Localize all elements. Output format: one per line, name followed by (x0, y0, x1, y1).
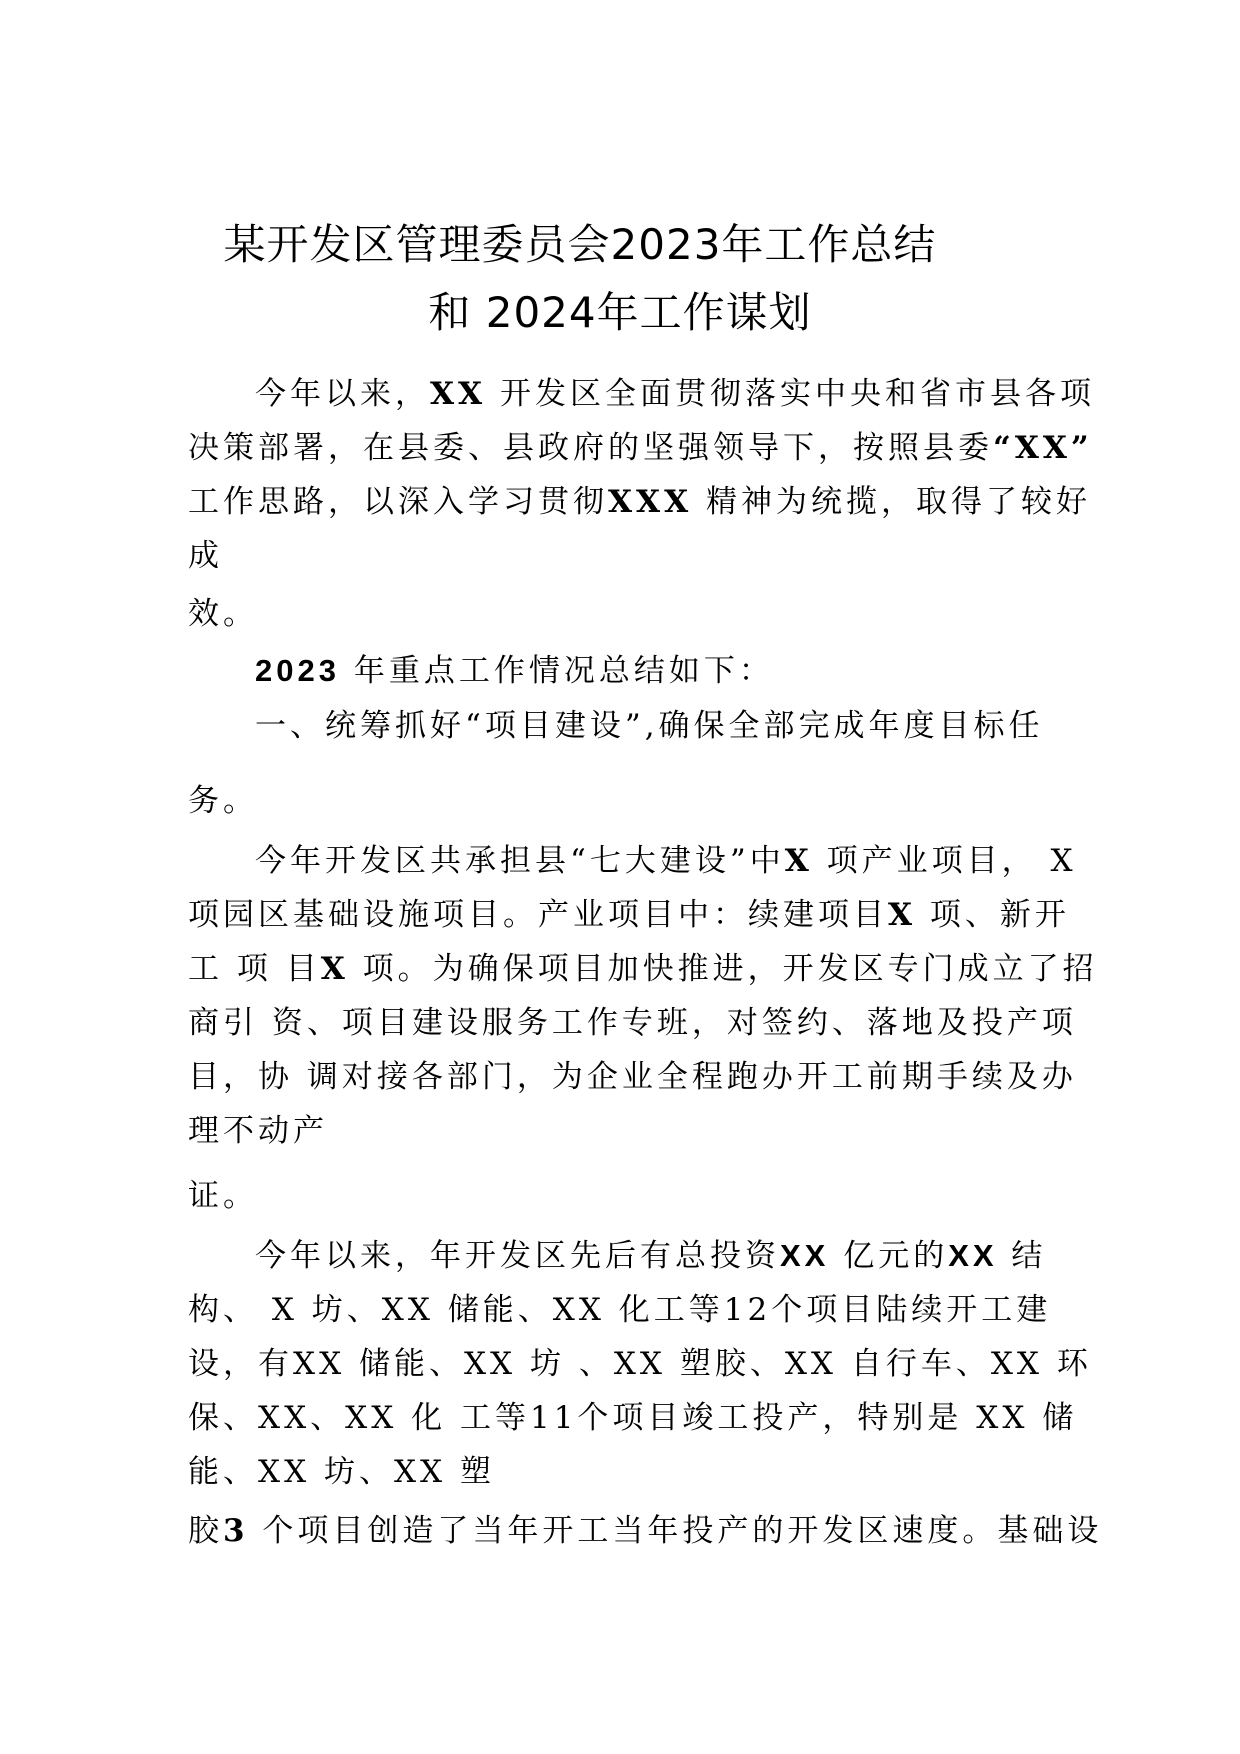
placeholder-bold: X (784, 843, 813, 879)
text-run: 决策部署，在县委、县政府的坚强领导下，按照县委 (188, 430, 993, 466)
section-1-heading: 一、统筹抓好“项目建设”,确保全部完成年度目标任 (255, 708, 1044, 744)
summary-year: 2023 (255, 653, 340, 688)
para1-line-4: 成 (188, 538, 223, 574)
para3-line-3: 设，有XX 储能、XX 坊 、XX 塑胶、XX 自行车、XX 环 (188, 1346, 1092, 1382)
summary-heading (255, 645, 774, 690)
para3-line-1 (255, 1230, 1046, 1275)
text-run: 胶 (188, 1513, 223, 1549)
text-run: 项、新开 (916, 897, 1070, 933)
para3-line-6 (188, 1505, 1102, 1550)
text-run: 工作思路，以深入学习贯彻 (188, 484, 608, 520)
placeholder-bold: XX (430, 376, 487, 412)
text-run: 亿元的 (829, 1238, 949, 1274)
text-run: 精神为统揽，取得了较好 (692, 484, 1092, 520)
para1-line-1 (255, 368, 1095, 413)
text-run: 今年开发区共承担县“七大建设”中 (255, 843, 785, 879)
summary-text: 年重点工作情况总结如下： (339, 653, 774, 689)
para2-line-3 (188, 943, 1098, 988)
text-run: 项产业项目， X (812, 843, 1077, 879)
text-run: 项园区基础设施项目。产业项目中：续建项目 (188, 897, 888, 933)
para2-line-7: 证。 (188, 1178, 258, 1214)
para1-line-3 (188, 476, 1091, 521)
text-run: 今年以来，年开发区先后有总投资 (255, 1238, 780, 1274)
placeholder-bold: X (320, 951, 349, 987)
para2-line-6: 理不动产 (188, 1113, 328, 1149)
para2-line-5: 目，协 调对接各部门，为企业全程跑办开工前期手续及办 (188, 1059, 1077, 1095)
para2-line-4: 商引 资、项目建设服务工作专班，对签约、落地及投产项 (188, 1005, 1077, 1041)
para3-line-5: 能、XX 坊、XX 塑 (188, 1454, 495, 1490)
placeholder-bold: X (888, 897, 917, 933)
text-run: 项。为确保项目加快推进，开发区专门成立了招 (348, 951, 1098, 987)
para1-line-2 (188, 422, 1093, 467)
para2-line-1 (255, 835, 1077, 880)
text-run: 开发区全面贯彻落实中央和省市县各项 (486, 376, 1095, 412)
document-title-line-1: 某开发区管理委员会2023年工作总结 (223, 220, 937, 269)
document-title-line-2: 和 2024年工作谋划 (428, 288, 812, 337)
section-1-heading-cont: 务。 (188, 783, 258, 819)
text-run: 结 (997, 1238, 1047, 1274)
placeholder-bold: XXX (608, 484, 693, 520)
placeholder-bold: “XX” (993, 430, 1093, 466)
para1-line-5: 效。 (188, 596, 258, 632)
placeholder-bold: 3 (223, 1513, 249, 1549)
text-run: 工 项 目 (188, 951, 321, 987)
placeholder-bold: XX (948, 1238, 998, 1273)
para3-line-2: 构、 X 坊、XX 储能、XX 化工等12个项目陆续开工建 (188, 1292, 1052, 1328)
placeholder-bold: XX (780, 1238, 830, 1273)
para3-line-4: 保、XX、XX 化 工等11个项目竣工投产，特别是 XX 储 (188, 1400, 1078, 1436)
text-run: 今年以来， (255, 376, 430, 412)
text-run: 个项目创造了当年开工当年投产的开发区速度。基础设 (248, 1513, 1103, 1549)
para2-line-2 (188, 889, 1070, 934)
